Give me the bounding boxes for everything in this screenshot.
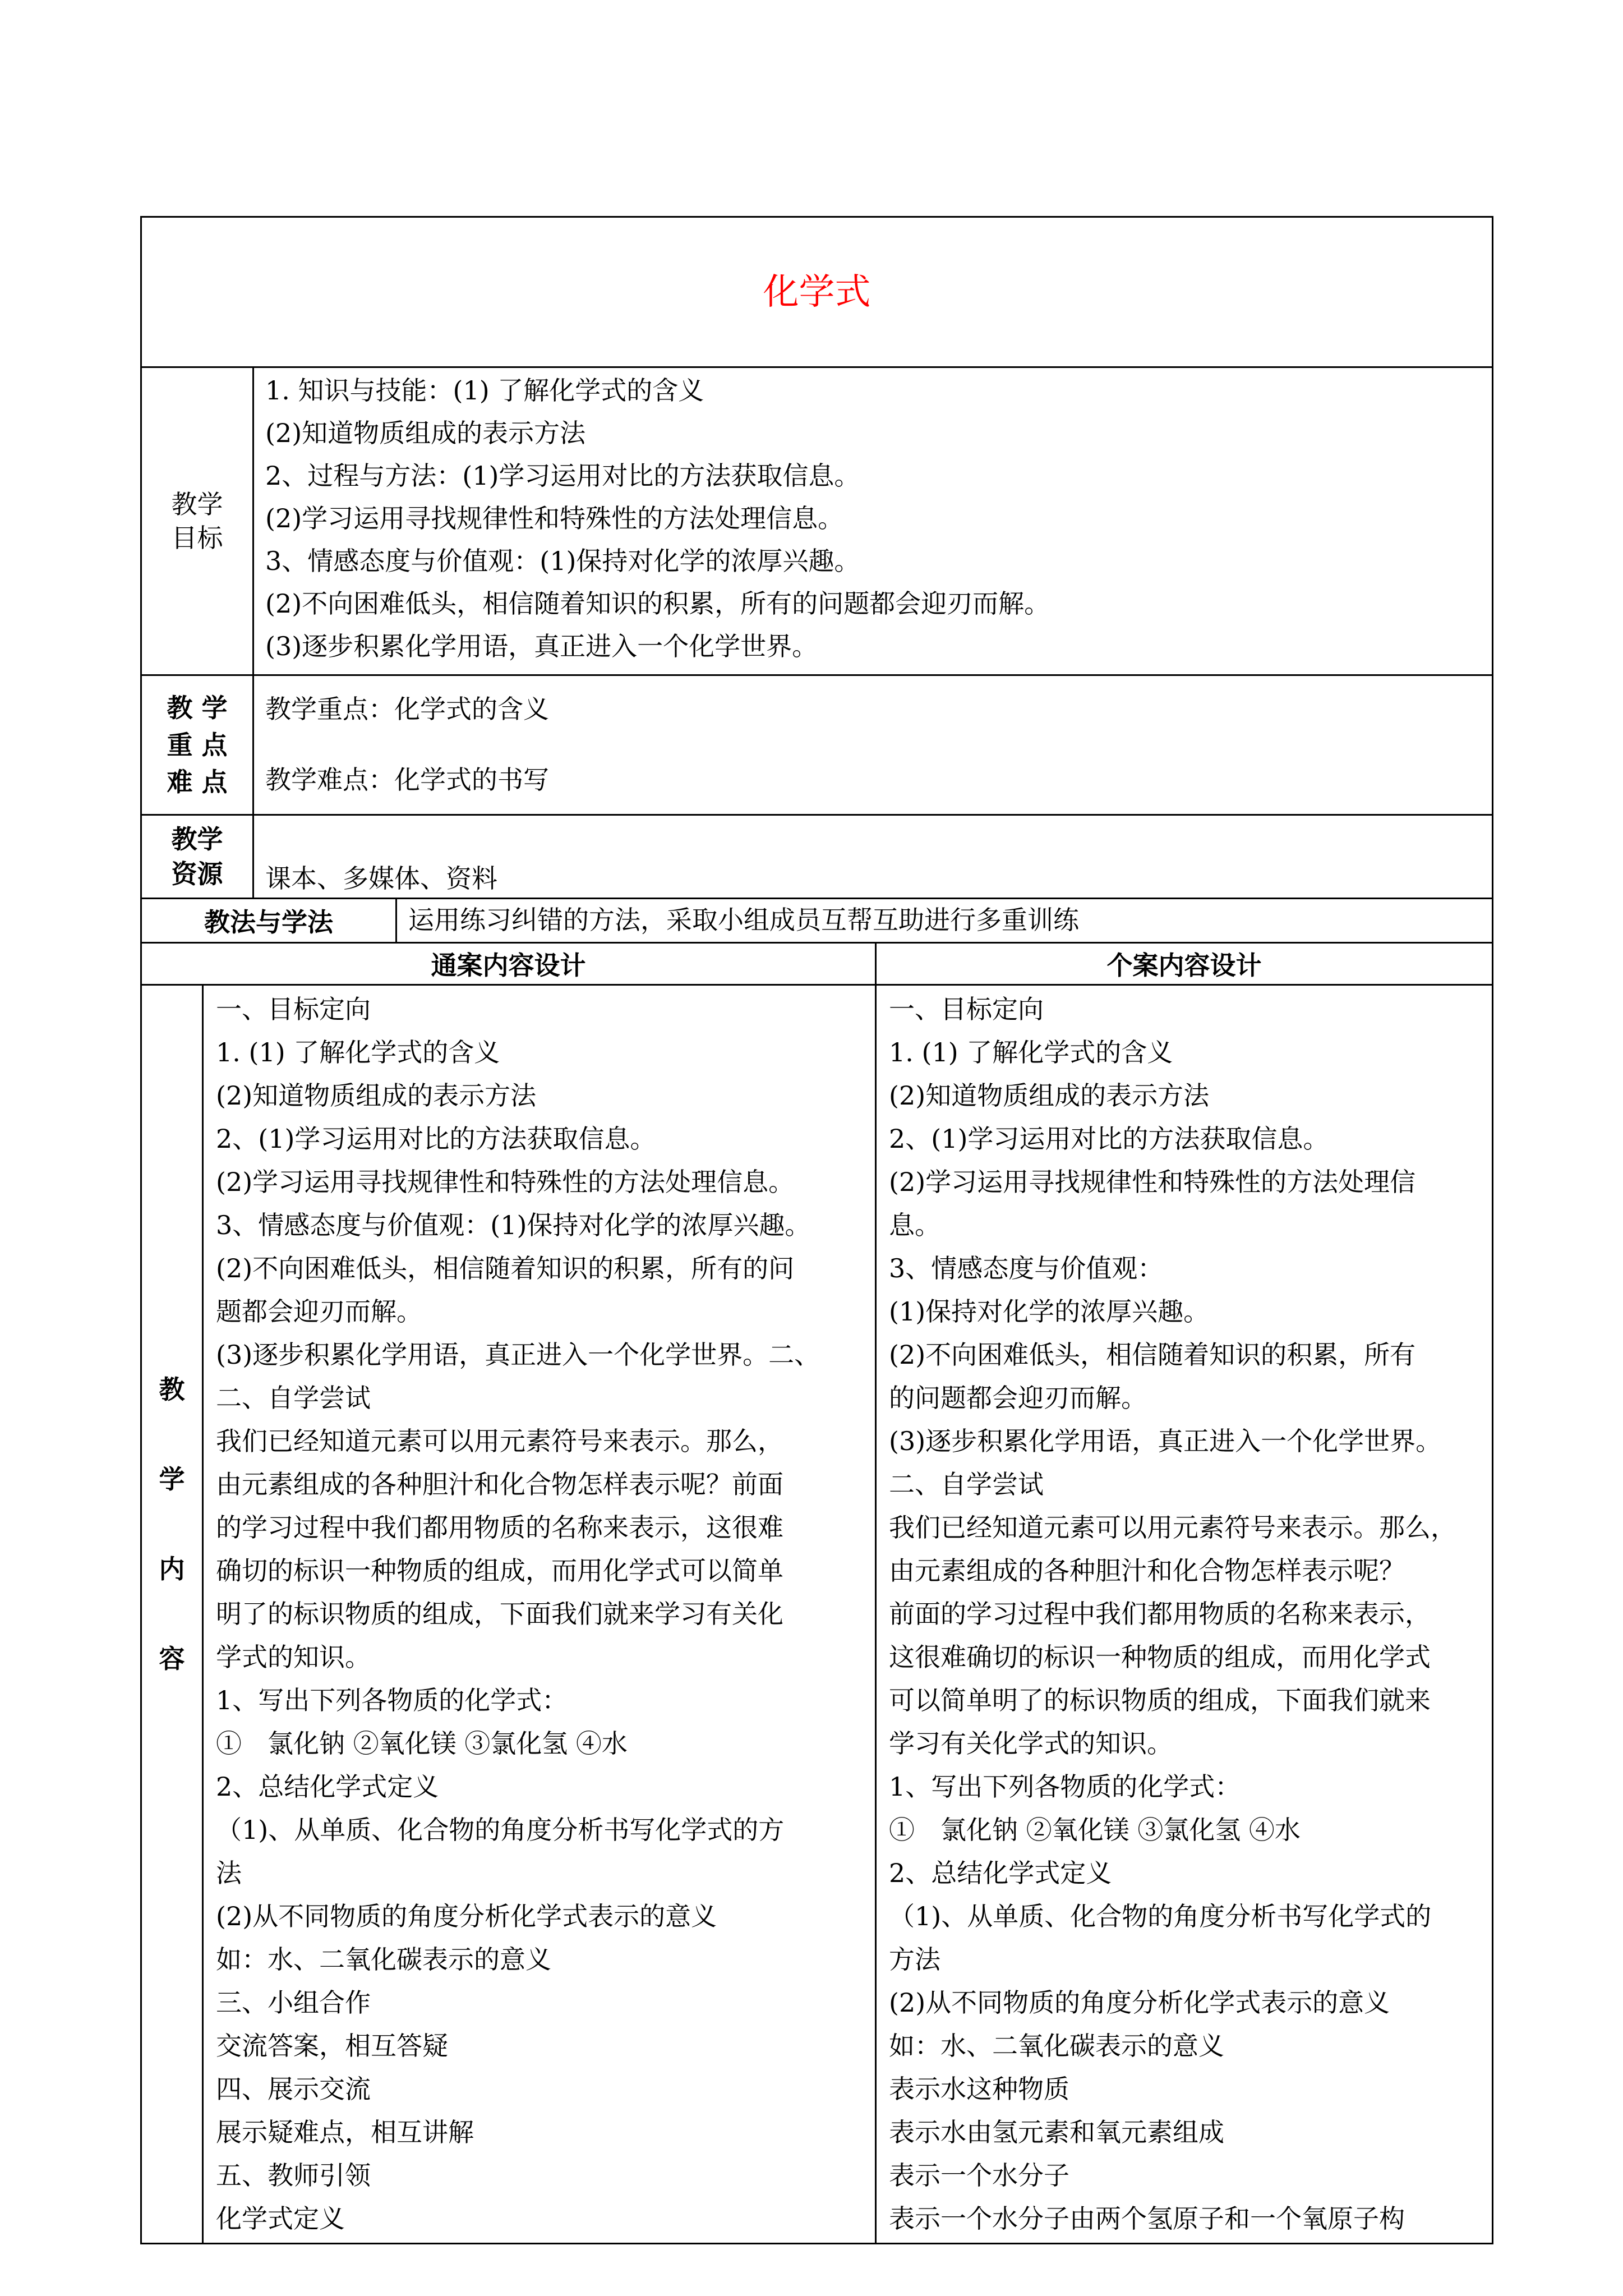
common-line: 2、总结化学式定义 bbox=[216, 1772, 439, 1802]
objective-line: 2、过程与方法：(1)学习运用对比的方法获取信息。 bbox=[265, 461, 860, 491]
objective-line: 3、情感态度与价值观：(1)保持对化学的浓厚兴趣。 bbox=[265, 546, 860, 576]
common-line: 三、小组合作 bbox=[216, 1987, 371, 2018]
individual-line: 表示一个水分子 bbox=[889, 2160, 1069, 2191]
common-line: 我们已经知道元素可以用元素符号来表示。那么， bbox=[216, 1426, 783, 1456]
common-line: 的学习过程中我们都用物质的名称来表示，这很难 bbox=[216, 1512, 783, 1543]
common-line: (2)从不同物质的角度分析化学式表示的意义 bbox=[216, 1901, 717, 1931]
individual-line: 3、情感态度与价值观： bbox=[889, 1253, 1164, 1283]
objective-line: (3)逐步积累化学用语，真正进入一个化学世界。 bbox=[265, 631, 818, 661]
common-line: 四、展示交流 bbox=[216, 2074, 371, 2104]
teaching-focus: 教学重点：化学式的含义 bbox=[265, 694, 549, 724]
common-line: 五、教师引领 bbox=[216, 2160, 371, 2191]
objectives-row bbox=[141, 367, 1493, 675]
methods-value: 运用练习纠错的方法，采取小组成员互帮互助进行多重训练 bbox=[396, 899, 1493, 943]
common-line: 学式的知识。 bbox=[216, 1642, 371, 1672]
lesson-plan-table bbox=[140, 216, 1493, 2244]
objective-line: (2)知道物质组成的表示方法 bbox=[265, 418, 586, 448]
methods-row bbox=[141, 899, 1493, 943]
individual-line: 1、写出下列各物质的化学式： bbox=[889, 1772, 1241, 1802]
teaching-content-label bbox=[141, 985, 203, 2244]
individual-line: 表示一个水分子由两个氢原子和一个氧原子构 bbox=[889, 2203, 1405, 2234]
objectives-label-line-1: 教学 bbox=[171, 489, 223, 519]
objectives-label-line-2: 目标 bbox=[171, 523, 223, 553]
individual-line: (1)保持对化学的浓厚兴趣。 bbox=[889, 1296, 1210, 1327]
common-line: 由元素组成的各种胆汁和化合物怎样表示呢？前面 bbox=[216, 1469, 783, 1499]
common-line: 化学式定义 bbox=[216, 2203, 345, 2234]
common-line: 2、(1)学习运用对比的方法获取信息。 bbox=[216, 1124, 656, 1154]
individual-line: 二、自学尝试 bbox=[889, 1469, 1044, 1499]
title-row bbox=[141, 217, 1493, 367]
individual-line: (3)逐步积累化学用语，真正进入一个化学世界。 bbox=[889, 1426, 1442, 1456]
individual-line: 表示水这种物质 bbox=[889, 2074, 1069, 2104]
common-design-header: 通案内容设计 bbox=[141, 943, 876, 985]
key-points-label-line-2: 重 点 bbox=[167, 730, 228, 760]
side-label-char: 内 bbox=[159, 1554, 185, 1584]
resources-row bbox=[141, 815, 1493, 899]
individual-line: ① 氯化钠 ②氧化镁 ③氯化氢 ④水 bbox=[889, 1815, 1301, 1845]
individual-line: 方法 bbox=[889, 1944, 940, 1975]
common-line: 题都会迎刃而解。 bbox=[216, 1296, 422, 1327]
resources-value: 课本、多媒体、资料 bbox=[265, 863, 497, 894]
teaching-content-row bbox=[141, 985, 1493, 2244]
common-line: 二、自学尝试 bbox=[216, 1383, 371, 1413]
common-line: 3、情感态度与价值观：(1)保持对化学的浓厚兴趣。 bbox=[216, 1210, 811, 1240]
resources-content bbox=[253, 815, 1493, 899]
column-header-row bbox=[141, 943, 1493, 985]
individual-line: 一、目标定向 bbox=[889, 994, 1044, 1024]
individual-line: (2)不向困难低头，相信随着知识的积累，所有 bbox=[889, 1340, 1416, 1370]
key-points-label bbox=[141, 675, 253, 815]
common-line: (2)学习运用寻找规律性和特殊性的方法处理信息。 bbox=[216, 1167, 795, 1197]
common-line: 确切的标识一种物质的组成，而用化学式可以简单 bbox=[216, 1556, 783, 1586]
resources-label-line-2: 资源 bbox=[171, 859, 223, 889]
objective-line: 1. 知识与技能：(1) 了解化学式的含义 bbox=[265, 375, 704, 406]
common-line: (2)不向困难低头，相信随着知识的积累，所有的问 bbox=[216, 1253, 795, 1283]
page-title: 化学式 bbox=[763, 271, 871, 313]
objectives-content bbox=[253, 367, 1493, 675]
objective-line: (2)学习运用寻找规律性和特殊性的方法处理信息。 bbox=[265, 503, 844, 533]
common-line: 交流答案，相互答疑 bbox=[216, 2031, 448, 2061]
side-label-char: 学 bbox=[159, 1464, 185, 1494]
common-line: 明了的标识物质的组成，下面我们就来学习有关化 bbox=[216, 1599, 783, 1629]
resources-label bbox=[141, 815, 253, 899]
individual-line: 这很难确切的标识一种物质的组成，而用化学式 bbox=[889, 1642, 1431, 1672]
resources-label-line-1: 教学 bbox=[171, 824, 223, 854]
objective-line: (2)不向困难低头，相信随着知识的积累，所有的问题都会迎刃而解。 bbox=[265, 588, 1050, 619]
key-points-row bbox=[141, 675, 1493, 815]
individual-design-content bbox=[876, 985, 1493, 2244]
individual-line: 息。 bbox=[889, 1210, 940, 1240]
individual-line: (2)知道物质组成的表示方法 bbox=[889, 1080, 1210, 1111]
individual-line: 我们已经知道元素可以用元素符号来表示。那么， bbox=[889, 1512, 1456, 1543]
common-line: 展示疑难点，相互讲解 bbox=[216, 2117, 474, 2147]
common-line: 一、目标定向 bbox=[216, 994, 371, 1024]
title-cell bbox=[141, 217, 1493, 367]
key-points-content bbox=[253, 675, 1493, 815]
individual-line: 的问题都会迎刃而解。 bbox=[889, 1383, 1147, 1413]
individual-line: (2)学习运用寻找规律性和特殊性的方法处理信 bbox=[889, 1167, 1416, 1197]
individual-line: 如：水、二氧化碳表示的意义 bbox=[889, 2031, 1224, 2061]
individual-line: 2、总结化学式定义 bbox=[889, 1858, 1112, 1888]
common-line: 法 bbox=[216, 1858, 242, 1888]
key-points-label-line-1: 教 学 bbox=[167, 693, 228, 723]
individual-line: 前面的学习过程中我们都用物质的名称来表示， bbox=[889, 1599, 1431, 1629]
objectives-label bbox=[141, 367, 253, 675]
common-line: ① 氯化钠 ②氧化镁 ③氯化氢 ④水 bbox=[216, 1728, 628, 1759]
common-line: (3)逐步积累化学用语，真正进入一个化学世界。二、 bbox=[216, 1340, 820, 1370]
individual-line: 表示水由氢元素和氧元素组成 bbox=[889, 2117, 1224, 2147]
individual-line: （1)、从单质、化合物的角度分析书写化学式的 bbox=[889, 1901, 1432, 1931]
individual-line: 由元素组成的各种胆汁和化合物怎样表示呢？ bbox=[889, 1556, 1405, 1586]
side-label-char: 教 bbox=[159, 1374, 185, 1405]
individual-line: 2、(1)学习运用对比的方法获取信息。 bbox=[889, 1124, 1329, 1154]
common-line: (2)知道物质组成的表示方法 bbox=[216, 1080, 537, 1111]
individual-line: (2)从不同物质的角度分析化学式表示的意义 bbox=[889, 1987, 1390, 2018]
individual-design-header: 个案内容设计 bbox=[876, 943, 1493, 985]
individual-line: 学习有关化学式的知识。 bbox=[889, 1728, 1173, 1759]
individual-line: 可以简单明了的标识物质的组成，下面我们就来 bbox=[889, 1685, 1431, 1715]
teaching-difficulty: 教学难点：化学式的书写 bbox=[265, 765, 549, 795]
common-line: 1. (1) 了解化学式的含义 bbox=[216, 1037, 500, 1068]
side-label-char: 容 bbox=[159, 1644, 185, 1674]
common-design-content bbox=[203, 985, 876, 2244]
key-points-label-line-3: 难 点 bbox=[167, 767, 228, 797]
common-line: （1)、从单质、化合物的角度分析书写化学式的方 bbox=[216, 1815, 785, 1845]
common-line: 如：水、二氧化碳表示的意义 bbox=[216, 1944, 551, 1975]
individual-line: 1. (1) 了解化学式的含义 bbox=[889, 1037, 1173, 1068]
common-line: 1、写出下列各物质的化学式： bbox=[216, 1685, 568, 1715]
methods-label: 教法与学法 bbox=[141, 899, 396, 943]
